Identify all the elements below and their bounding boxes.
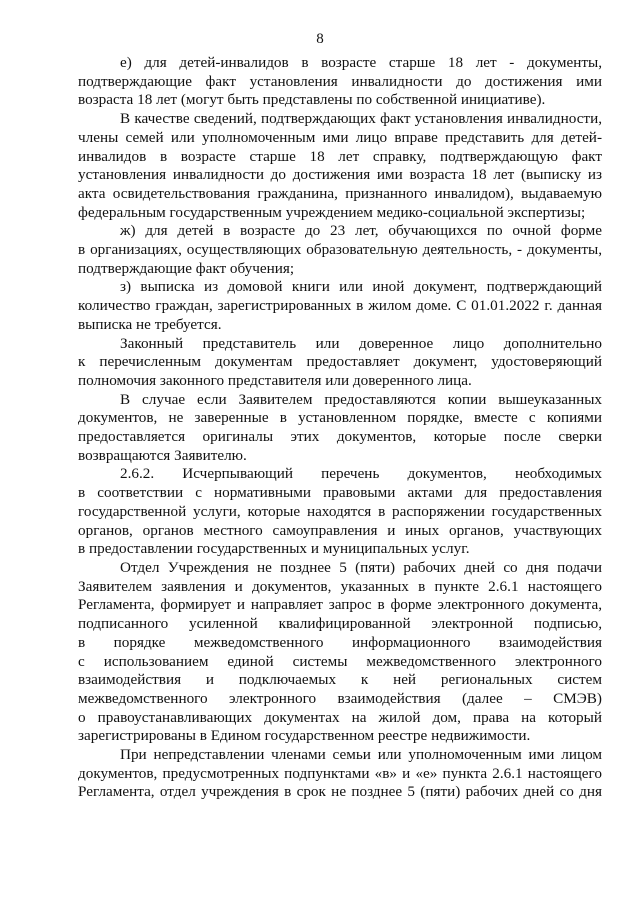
text-line: члены семей или уполномоченным ими лицо вправе представить для детей- <box>78 128 602 146</box>
text-line: государственной услуги, которые находятся в распоряжении государственных <box>78 502 602 520</box>
text-line: в предоставлении государственных и муниципальных услуг. <box>78 540 470 558</box>
paragraph <box>78 465 602 559</box>
text-line: в порядке межведомственного информационного взаимодействия <box>78 633 602 651</box>
text-line: ж) для детей в возрасте до 23 лет, обучающихся по очной форме <box>120 222 602 240</box>
text-line: о правоустанавливающих документах на жилой дом, права на который <box>78 708 602 726</box>
text-line: в организациях, осуществляющих образовательную деятельность, - документы, <box>78 241 602 259</box>
paragraph <box>78 391 602 466</box>
text-line: документов, предусмотренных подпунктами «в» и «е» пункта 2.6.1 настоящего <box>78 764 602 782</box>
paragraph <box>78 222 602 278</box>
text-line: установления инвалидности до достижения ими возраста 18 лет (выписку из <box>78 166 602 184</box>
paragraph <box>78 746 602 802</box>
text-line: При непредставлении членами семьи или уполномоченным ими лицом <box>120 746 602 764</box>
text-line: Законный представитель или доверенное лицо дополнительно <box>120 334 602 352</box>
text-line: органов, органов местного самоуправления и иных органов, участвующих <box>78 521 602 539</box>
document-body <box>78 54 602 802</box>
text-line: подписанного усиленной квалифицированной электронной подписью, <box>78 615 602 633</box>
text-line: количество граждан, зарегистрированных в жилом доме. С 01.01.2022 г. данная <box>78 297 602 315</box>
text-line: межведомственного электронного взаимодействия (далее – СМЭВ) <box>78 689 602 707</box>
text-line: Регламента, формирует и направляет запрос в форме электронного документа, <box>78 596 602 614</box>
text-line: предоставляется оригиналы этих документов, которые после сверки <box>78 428 602 446</box>
paragraph <box>78 110 602 222</box>
text-line: в соответствии с нормативными правовыми актами для предоставления <box>78 484 602 502</box>
text-line: взаимодействия и подключаемых к ней региональных систем <box>78 671 602 689</box>
paragraph <box>78 278 602 334</box>
text-line: е) для детей-инвалидов в возрасте старше 18 лет - документы, <box>120 54 602 71</box>
text-line: Отдел Учреждения не позднее 5 (пяти) рабочих дней со дня подачи <box>120 558 602 576</box>
text-line: В случае если Заявителем предоставляются копии вышеуказанных <box>120 390 602 408</box>
paragraph <box>78 335 602 391</box>
text-line: федеральным государственным учреждением медико-социальной экспертизы; <box>78 203 586 221</box>
text-line: Регламента, отдел учреждения в срок не позднее 5 (пяти) рабочих дней со дня <box>78 783 602 801</box>
paragraph <box>78 54 602 110</box>
text-line: з) выписка из домовой книги или иной документ, подтверждающий <box>120 278 602 296</box>
text-line: зарегистрированы в Едином государственном реестре недвижимости. <box>78 727 531 745</box>
text-line: акта освидетельствования гражданина, признанного инвалидом), выдаваемую <box>78 184 602 202</box>
text-line: полномочия законного представителя или доверенного лица. <box>78 371 472 389</box>
text-line: возраста 18 лет (могут быть представлены по собственной инициативе). <box>78 91 546 109</box>
text-line: с использованием единой системы межведомственного электронного <box>78 652 602 670</box>
text-line: подтверждающие факт установления инвалидности до достижения ими <box>78 72 602 90</box>
text-line: В качестве сведений, подтверждающих факт установления инвалидности, <box>120 110 602 128</box>
page-number: 8 <box>316 31 324 47</box>
text-line: 2.6.2. Исчерпывающий перечень документов, необходимых <box>120 465 602 483</box>
text-line: документов, не заверенные в установленном порядке, вместе с копиями <box>78 409 602 427</box>
text-line: к перечисленным документам предоставляет документ, удостоверяющий <box>78 353 602 371</box>
text-line: возвращаются Заявителю. <box>78 446 247 464</box>
text-line: Заявителем заявления и документов, указанных в пункте 2.6.1 настоящего <box>78 577 602 595</box>
paragraph <box>78 559 602 746</box>
text-line: выписка не требуется. <box>78 315 222 333</box>
text-line: подтверждающие факт обучения; <box>78 259 295 277</box>
text-line: инвалидов в возрасте старше 18 лет справку, подтверждающую факт <box>78 147 602 165</box>
